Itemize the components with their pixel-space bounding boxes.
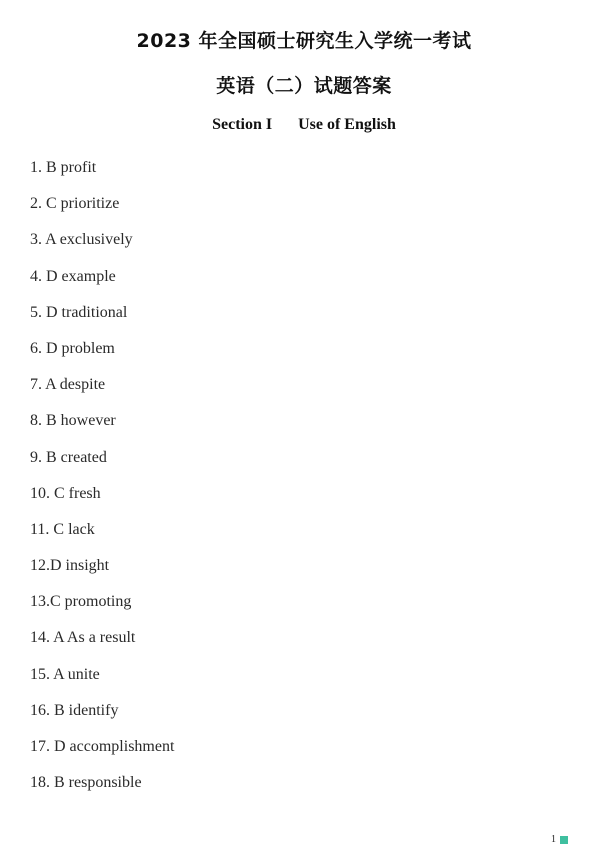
exam-title: 2023 年全国硕士研究生入学统一考试	[136, 30, 472, 52]
answer-item: 2. C prioritize	[30, 195, 120, 213]
page-marker-icon	[560, 836, 568, 844]
answer-item: 14. A As a result	[30, 629, 136, 647]
page-number: 1	[551, 834, 556, 845]
answer-list	[30, 158, 174, 809]
answer-item: 9. B created	[30, 448, 107, 466]
answer-item: 4. D example	[30, 267, 116, 285]
answer-item: 17. D accomplishment	[30, 738, 175, 755]
answer-item: 7. A despite	[30, 376, 106, 394]
page-footer	[551, 834, 568, 845]
section-heading	[0, 116, 608, 134]
answer-item: 6. D problem	[30, 339, 115, 357]
answer-item: 1. B profit	[30, 159, 97, 176]
section-name: Use of English	[298, 116, 396, 133]
answer-item: 11. C lack	[30, 520, 95, 538]
answer-item: 15. A unite	[30, 665, 100, 683]
answer-item: 5. D traditional	[30, 303, 128, 321]
answer-item: 10. C fresh	[30, 484, 101, 502]
answer-item: 18. B responsible	[30, 774, 142, 792]
answer-item: 3. A exclusively	[30, 231, 133, 249]
answer-item: 12.D insight	[30, 557, 110, 575]
section-label: Section I	[212, 116, 273, 133]
answer-item: 16. B identify	[30, 701, 119, 719]
answer-item: 8. B however	[30, 412, 116, 430]
answer-item: 13.C promoting	[30, 593, 132, 611]
exam-subtitle: 英语（二）试题答案	[216, 75, 392, 97]
